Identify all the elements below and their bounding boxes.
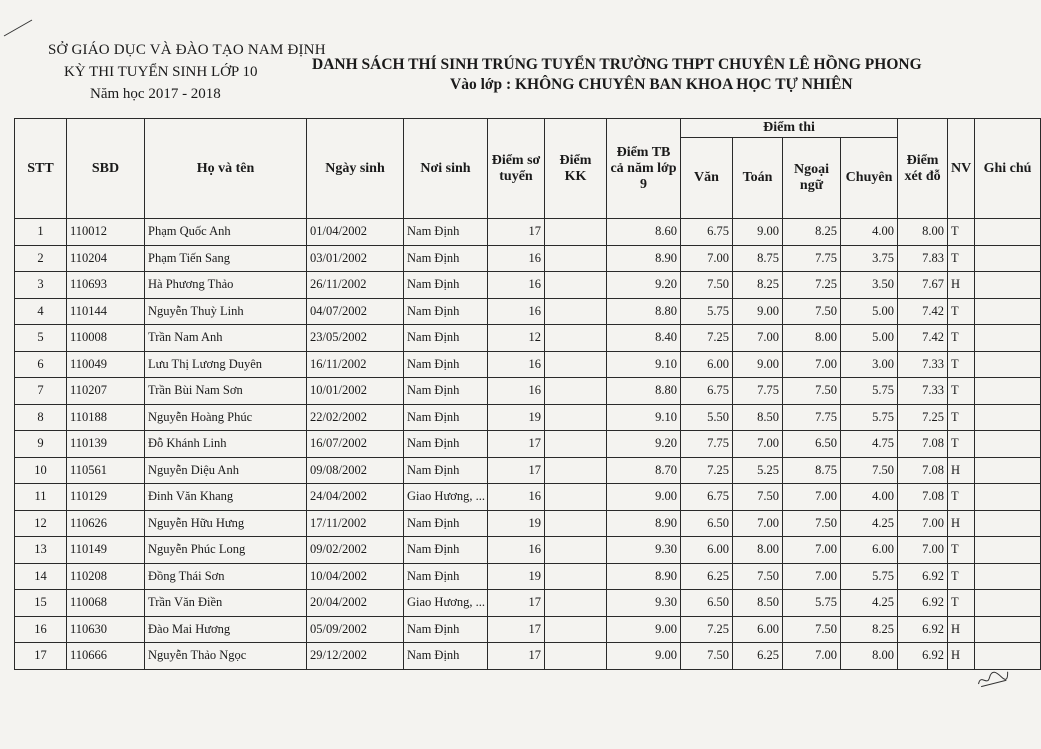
cell-van: 7.50: [681, 643, 733, 670]
cell-name: Phạm Tiến Sang: [145, 245, 307, 272]
cell-ngoaingu: 7.00: [783, 563, 841, 590]
cell-name: Đỗ Khánh Linh: [145, 431, 307, 458]
cell-pob: Nam Định: [404, 404, 488, 431]
cell-ngoaingu: 7.00: [783, 643, 841, 670]
cell-toan: 9.00: [733, 219, 783, 246]
cell-pob: Nam Định: [404, 563, 488, 590]
table-row: [15, 457, 1041, 484]
cell-pob: Nam Định: [404, 219, 488, 246]
cell-toan: 8.50: [733, 404, 783, 431]
table-row: [15, 431, 1041, 458]
col-xetdo: Điểm xét đỗ: [898, 119, 948, 219]
cell-dob: 01/04/2002: [307, 219, 404, 246]
cell-prelim: 16: [488, 484, 545, 511]
cell-ngoaingu: 7.00: [783, 351, 841, 378]
cell-prelim: 17: [488, 457, 545, 484]
cell-xetdo: 8.00: [898, 219, 948, 246]
cell-nv: T: [948, 404, 975, 431]
cell-ghichu: [975, 298, 1041, 325]
cell-stt: 2: [15, 245, 67, 272]
cell-name: Đào Mai Hương: [145, 616, 307, 643]
cell-dob: 04/07/2002: [307, 298, 404, 325]
cell-ngoaingu: 7.75: [783, 404, 841, 431]
col-ghichu: Ghi chú: [975, 119, 1041, 219]
cell-toan: 9.00: [733, 298, 783, 325]
cell-van: 7.25: [681, 616, 733, 643]
cell-prelim: 17: [488, 590, 545, 617]
cell-nv: T: [948, 484, 975, 511]
cell-van: 6.75: [681, 484, 733, 511]
cell-ngoaingu: 8.00: [783, 325, 841, 352]
cell-prelim: 19: [488, 404, 545, 431]
cell-stt: 16: [15, 616, 67, 643]
cell-prelim: 16: [488, 272, 545, 299]
cell-chuyen: 8.00: [841, 643, 898, 670]
cell-ghichu: [975, 537, 1041, 564]
cell-stt: 10: [15, 457, 67, 484]
table-row: [15, 351, 1041, 378]
cell-name: Đinh Văn Khang: [145, 484, 307, 511]
cell-ghichu: [975, 351, 1041, 378]
cell-sbd: 110561: [67, 457, 145, 484]
cell-toan: 7.00: [733, 325, 783, 352]
cell-name: Nguyễn Hữu Hưng: [145, 510, 307, 537]
cell-pob: Nam Định: [404, 510, 488, 537]
cell-xetdo: 6.92: [898, 563, 948, 590]
cell-toan: 8.50: [733, 590, 783, 617]
cell-xetdo: 7.08: [898, 484, 948, 511]
cell-stt: 12: [15, 510, 67, 537]
cell-prelim: 16: [488, 537, 545, 564]
cell-toan: 7.75: [733, 378, 783, 405]
cell-prelim: 12: [488, 325, 545, 352]
cell-xetdo: 7.00: [898, 510, 948, 537]
cell-pob: Nam Định: [404, 325, 488, 352]
cell-van: 7.50: [681, 272, 733, 299]
cell-ghichu: [975, 404, 1041, 431]
cell-kk: [545, 245, 607, 272]
col-toan: Toán: [733, 138, 783, 219]
cell-dob: 09/02/2002: [307, 537, 404, 564]
cell-kk: [545, 378, 607, 405]
cell-name: Hà Phương Thảo: [145, 272, 307, 299]
cell-kk: [545, 537, 607, 564]
cell-kk: [545, 272, 607, 299]
cell-pob: Nam Định: [404, 537, 488, 564]
cell-nv: T: [948, 351, 975, 378]
cell-stt: 3: [15, 272, 67, 299]
cell-toan: 8.00: [733, 537, 783, 564]
cell-gpa: 9.20: [607, 431, 681, 458]
cell-xetdo: 6.92: [898, 643, 948, 670]
cell-sbd: 110204: [67, 245, 145, 272]
cell-toan: 8.75: [733, 245, 783, 272]
signature-mark: [974, 666, 1012, 695]
cell-kk: [545, 484, 607, 511]
cell-pob: Nam Định: [404, 431, 488, 458]
cell-gpa: 9.10: [607, 404, 681, 431]
cell-pob: Nam Định: [404, 272, 488, 299]
cell-pob: Giao Hương, ...: [404, 484, 488, 511]
cell-dob: 05/09/2002: [307, 616, 404, 643]
cell-dob: 23/05/2002: [307, 325, 404, 352]
cell-sbd: 110188: [67, 404, 145, 431]
cell-ghichu: [975, 616, 1041, 643]
cell-stt: 6: [15, 351, 67, 378]
cell-pob: Nam Định: [404, 298, 488, 325]
cell-kk: [545, 325, 607, 352]
cell-nv: T: [948, 563, 975, 590]
cell-kk: [545, 404, 607, 431]
cell-chuyen: 6.00: [841, 537, 898, 564]
cell-nv: T: [948, 245, 975, 272]
cell-ngoaingu: 8.25: [783, 219, 841, 246]
cell-gpa: 8.80: [607, 298, 681, 325]
cell-gpa: 9.00: [607, 616, 681, 643]
col-stt: STT: [15, 119, 67, 219]
cell-van: 7.75: [681, 431, 733, 458]
cell-pob: Nam Định: [404, 245, 488, 272]
cell-toan: 7.50: [733, 484, 783, 511]
document-subtitle: Vào lớp : KHÔNG CHUYÊN BAN KHOA HỌC TỰ NHIÊN: [450, 76, 853, 93]
cell-stt: 1: [15, 219, 67, 246]
cell-van: 6.50: [681, 510, 733, 537]
cell-stt: 9: [15, 431, 67, 458]
cell-dob: 20/04/2002: [307, 590, 404, 617]
cell-stt: 5: [15, 325, 67, 352]
cell-van: 7.00: [681, 245, 733, 272]
cell-dob: 24/04/2002: [307, 484, 404, 511]
cell-nv: H: [948, 272, 975, 299]
col-gpa: Điểm TB cả năm lớp 9: [607, 119, 681, 219]
cell-prelim: 16: [488, 351, 545, 378]
cell-nv: T: [948, 378, 975, 405]
cell-nv: H: [948, 510, 975, 537]
col-kk: Điểm KK: [545, 119, 607, 219]
cell-ghichu: [975, 431, 1041, 458]
cell-gpa: 8.80: [607, 378, 681, 405]
cell-kk: [545, 510, 607, 537]
cell-van: 5.50: [681, 404, 733, 431]
cell-ghichu: [975, 219, 1041, 246]
cell-nv: T: [948, 298, 975, 325]
cell-van: 5.75: [681, 298, 733, 325]
cell-van: 6.00: [681, 351, 733, 378]
cell-ghichu: [975, 510, 1041, 537]
cell-gpa: 8.90: [607, 245, 681, 272]
pen-stroke-mark: [0, 0, 40, 40]
cell-name: Đồng Thái Sơn: [145, 563, 307, 590]
cell-van: 7.25: [681, 325, 733, 352]
cell-nv: H: [948, 616, 975, 643]
cell-nv: T: [948, 325, 975, 352]
cell-sbd: 110139: [67, 431, 145, 458]
table-row: [15, 298, 1041, 325]
cell-ngoaingu: 5.75: [783, 590, 841, 617]
cell-xetdo: 7.42: [898, 298, 948, 325]
cell-gpa: 8.90: [607, 510, 681, 537]
cell-name: Nguyễn Phúc Long: [145, 537, 307, 564]
cell-ghichu: [975, 590, 1041, 617]
cell-sbd: 110149: [67, 537, 145, 564]
cell-ngoaingu: 6.50: [783, 431, 841, 458]
cell-chuyen: 3.75: [841, 245, 898, 272]
cell-ngoaingu: 7.50: [783, 510, 841, 537]
cell-van: 6.50: [681, 590, 733, 617]
cell-ngoaingu: 7.25: [783, 272, 841, 299]
cell-ngoaingu: 7.75: [783, 245, 841, 272]
col-exam-group: Điểm thi: [681, 119, 898, 138]
cell-dob: 10/01/2002: [307, 378, 404, 405]
cell-xetdo: 7.08: [898, 431, 948, 458]
cell-chuyen: 4.00: [841, 484, 898, 511]
cell-ghichu: [975, 378, 1041, 405]
cell-prelim: 19: [488, 563, 545, 590]
col-ngoaingu: Ngoại ngữ: [783, 138, 841, 219]
cell-gpa: 9.10: [607, 351, 681, 378]
cell-kk: [545, 616, 607, 643]
cell-chuyen: 5.00: [841, 298, 898, 325]
cell-pob: Nam Định: [404, 351, 488, 378]
cell-xetdo: 7.08: [898, 457, 948, 484]
cell-xetdo: 7.25: [898, 404, 948, 431]
cell-nv: T: [948, 537, 975, 564]
cell-chuyen: 5.00: [841, 325, 898, 352]
cell-gpa: 8.90: [607, 563, 681, 590]
admission-table: [14, 118, 1041, 670]
cell-ghichu: [975, 245, 1041, 272]
cell-prelim: 16: [488, 298, 545, 325]
cell-xetdo: 7.33: [898, 351, 948, 378]
cell-name: Nguyễn Diệu Anh: [145, 457, 307, 484]
cell-kk: [545, 431, 607, 458]
cell-kk: [545, 298, 607, 325]
cell-nv: T: [948, 431, 975, 458]
cell-stt: 11: [15, 484, 67, 511]
cell-ghichu: [975, 272, 1041, 299]
cell-gpa: 8.60: [607, 219, 681, 246]
cell-xetdo: 7.83: [898, 245, 948, 272]
table-row: [15, 272, 1041, 299]
cell-toan: 6.00: [733, 616, 783, 643]
table-row: [15, 537, 1041, 564]
cell-dob: 09/08/2002: [307, 457, 404, 484]
cell-name: Lưu Thị Lương Duyên: [145, 351, 307, 378]
table-row: [15, 563, 1041, 590]
cell-name: Trần Nam Anh: [145, 325, 307, 352]
cell-kk: [545, 457, 607, 484]
cell-chuyen: 4.75: [841, 431, 898, 458]
table-row: [15, 510, 1041, 537]
cell-name: Phạm Quốc Anh: [145, 219, 307, 246]
cell-pob: Nam Định: [404, 378, 488, 405]
cell-chuyen: 5.75: [841, 563, 898, 590]
cell-sbd: 110208: [67, 563, 145, 590]
cell-toan: 7.00: [733, 431, 783, 458]
cell-ghichu: [975, 325, 1041, 352]
cell-kk: [545, 563, 607, 590]
cell-van: 6.75: [681, 219, 733, 246]
cell-van: 6.00: [681, 537, 733, 564]
cell-pob: Nam Định: [404, 643, 488, 670]
cell-ghichu: [975, 484, 1041, 511]
cell-ngoaingu: 7.00: [783, 484, 841, 511]
cell-sbd: 110012: [67, 219, 145, 246]
table-row: [15, 643, 1041, 670]
cell-sbd: 110129: [67, 484, 145, 511]
cell-toan: 5.25: [733, 457, 783, 484]
cell-stt: 8: [15, 404, 67, 431]
school-year: Năm học 2017 - 2018: [90, 86, 221, 102]
cell-xetdo: 7.00: [898, 537, 948, 564]
cell-xetdo: 7.67: [898, 272, 948, 299]
cell-prelim: 17: [488, 219, 545, 246]
cell-dob: 29/12/2002: [307, 643, 404, 670]
cell-van: 7.25: [681, 457, 733, 484]
cell-kk: [545, 643, 607, 670]
cell-chuyen: 5.75: [841, 378, 898, 405]
cell-sbd: 110626: [67, 510, 145, 537]
cell-name: Trần Văn Điền: [145, 590, 307, 617]
cell-xetdo: 6.92: [898, 590, 948, 617]
col-prelim: Điểm sơ tuyển: [488, 119, 545, 219]
cell-kk: [545, 351, 607, 378]
cell-ghichu: [975, 563, 1041, 590]
cell-toan: 7.50: [733, 563, 783, 590]
cell-ngoaingu: 8.75: [783, 457, 841, 484]
table-row: [15, 404, 1041, 431]
cell-chuyen: 3.00: [841, 351, 898, 378]
cell-pob: Giao Hương, ...: [404, 590, 488, 617]
cell-chuyen: 4.25: [841, 590, 898, 617]
cell-gpa: 9.30: [607, 537, 681, 564]
cell-pob: Nam Định: [404, 616, 488, 643]
cell-nv: T: [948, 590, 975, 617]
cell-van: 6.75: [681, 378, 733, 405]
cell-stt: 13: [15, 537, 67, 564]
cell-name: Trần Bùi Nam Sơn: [145, 378, 307, 405]
cell-ngoaingu: 7.50: [783, 298, 841, 325]
cell-kk: [545, 219, 607, 246]
table-row: [15, 378, 1041, 405]
table-row: [15, 484, 1041, 511]
cell-prelim: 16: [488, 378, 545, 405]
cell-gpa: 8.70: [607, 457, 681, 484]
document-title: DANH SÁCH THÍ SINH TRÚNG TUYỂN TRƯỜNG THPT CHUYÊN LÊ HỒNG PHONG: [312, 56, 922, 73]
cell-sbd: 110630: [67, 616, 145, 643]
cell-ngoaingu: 7.50: [783, 616, 841, 643]
cell-dob: 03/01/2002: [307, 245, 404, 272]
cell-gpa: 9.30: [607, 590, 681, 617]
cell-stt: 14: [15, 563, 67, 590]
org-name: SỞ GIÁO DỤC VÀ ĐÀO TẠO NAM ĐỊNH: [48, 42, 326, 58]
table-row: [15, 325, 1041, 352]
col-chuyen: Chuyên: [841, 138, 898, 219]
cell-nv: H: [948, 457, 975, 484]
cell-chuyen: 7.50: [841, 457, 898, 484]
cell-dob: 16/11/2002: [307, 351, 404, 378]
cell-stt: 7: [15, 378, 67, 405]
cell-chuyen: 3.50: [841, 272, 898, 299]
cell-prelim: 16: [488, 245, 545, 272]
cell-ngoaingu: 7.50: [783, 378, 841, 405]
table-row: [15, 245, 1041, 272]
cell-ngoaingu: 7.00: [783, 537, 841, 564]
cell-name: Nguyễn Hoàng Phúc: [145, 404, 307, 431]
col-sbd: SBD: [67, 119, 145, 219]
cell-gpa: 8.40: [607, 325, 681, 352]
cell-sbd: 110008: [67, 325, 145, 352]
cell-dob: 22/02/2002: [307, 404, 404, 431]
cell-nv: H: [948, 643, 975, 670]
exam-name: KỲ THI TUYỂN SINH LỚP 10: [64, 64, 258, 80]
cell-chuyen: 4.00: [841, 219, 898, 246]
table-row: [15, 616, 1041, 643]
cell-dob: 16/07/2002: [307, 431, 404, 458]
cell-chuyen: 8.25: [841, 616, 898, 643]
cell-chuyen: 5.75: [841, 404, 898, 431]
cell-toan: 9.00: [733, 351, 783, 378]
cell-sbd: 110666: [67, 643, 145, 670]
cell-prelim: 17: [488, 616, 545, 643]
cell-name: Nguyễn Thuỳ Linh: [145, 298, 307, 325]
col-pob: Nơi sinh: [404, 119, 488, 219]
cell-ghichu: [975, 643, 1041, 670]
col-name: Họ và tên: [145, 119, 307, 219]
cell-toan: 8.25: [733, 272, 783, 299]
cell-xetdo: 6.92: [898, 616, 948, 643]
cell-stt: 4: [15, 298, 67, 325]
cell-dob: 17/11/2002: [307, 510, 404, 537]
cell-name: Nguyễn Thảo Ngọc: [145, 643, 307, 670]
cell-sbd: 110068: [67, 590, 145, 617]
cell-toan: 7.00: [733, 510, 783, 537]
table-row: [15, 219, 1041, 246]
cell-gpa: 9.20: [607, 272, 681, 299]
col-dob: Ngày sinh: [307, 119, 404, 219]
cell-sbd: 110693: [67, 272, 145, 299]
cell-dob: 26/11/2002: [307, 272, 404, 299]
cell-van: 6.25: [681, 563, 733, 590]
cell-dob: 10/04/2002: [307, 563, 404, 590]
col-van: Văn: [681, 138, 733, 219]
cell-sbd: 110049: [67, 351, 145, 378]
cell-stt: 17: [15, 643, 67, 670]
table-row: [15, 590, 1041, 617]
cell-stt: 15: [15, 590, 67, 617]
cell-sbd: 110207: [67, 378, 145, 405]
cell-toan: 6.25: [733, 643, 783, 670]
cell-pob: Nam Định: [404, 457, 488, 484]
col-nv: NV: [948, 119, 975, 219]
cell-sbd: 110144: [67, 298, 145, 325]
cell-xetdo: 7.33: [898, 378, 948, 405]
cell-gpa: 9.00: [607, 484, 681, 511]
cell-prelim: 19: [488, 510, 545, 537]
cell-prelim: 17: [488, 643, 545, 670]
cell-xetdo: 7.42: [898, 325, 948, 352]
cell-chuyen: 4.25: [841, 510, 898, 537]
cell-prelim: 17: [488, 431, 545, 458]
cell-kk: [545, 590, 607, 617]
cell-gpa: 9.00: [607, 643, 681, 670]
cell-ghichu: [975, 457, 1041, 484]
table-body: [15, 219, 1041, 670]
cell-nv: T: [948, 219, 975, 246]
